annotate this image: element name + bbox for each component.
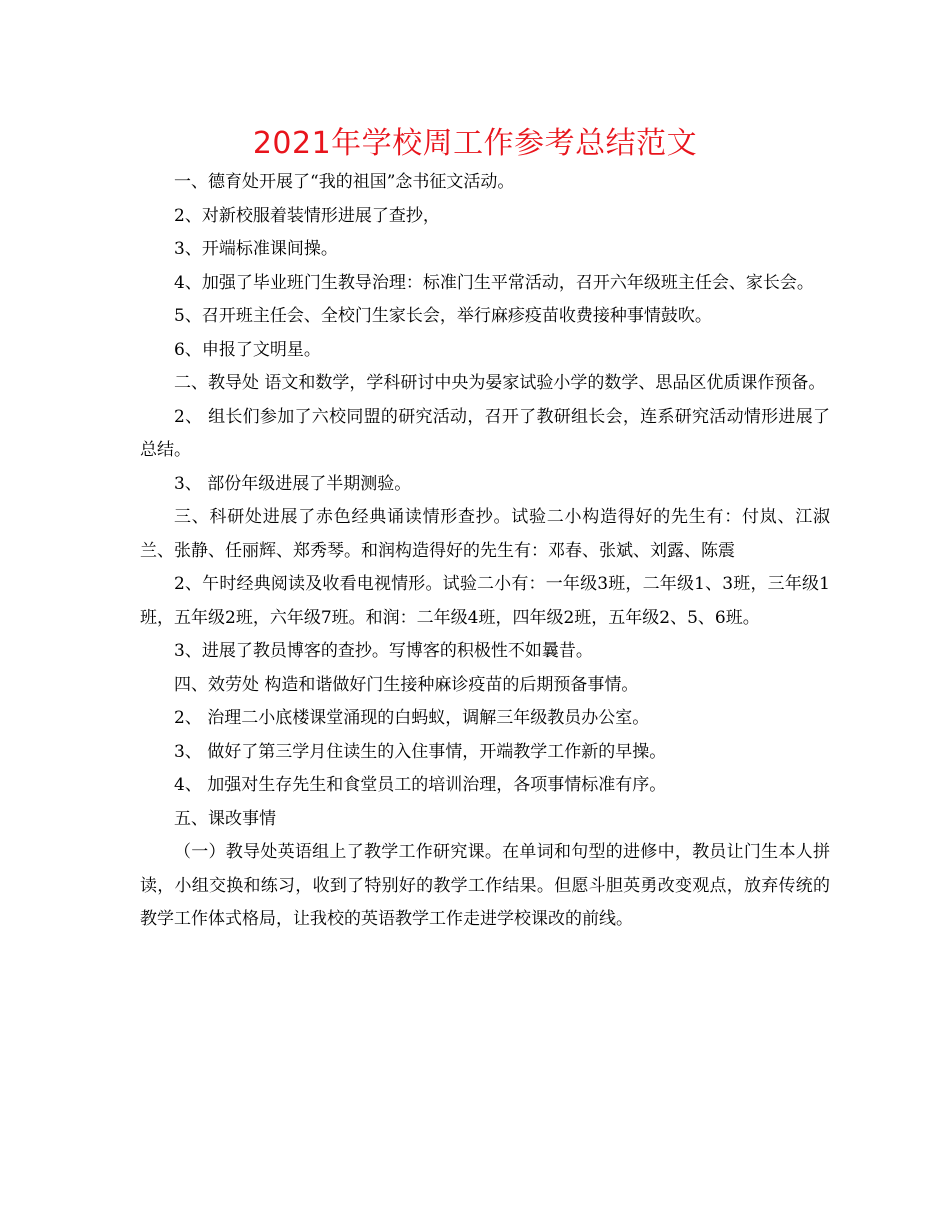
- paragraph: 三、科研处进展了赤色经典诵读情形查抄。试验二小构造得好的先生有：付岚、江淑兰、张静、任丽辉、郑秀琴。和润构造得好的先生有：邓春、张斌、刘露、陈震: [140, 507, 830, 561]
- paragraph: 3、进展了教员博客的查抄。写博客的积极性不如曩昔。: [174, 641, 593, 661]
- paragraph: 二、教导处 语文和数学，学科研讨中央为晏家试验小学的数学、思品区优质课作预备。: [174, 373, 826, 393]
- paragraph: 3、 部份年级进展了半期测验。: [174, 473, 412, 494]
- paragraph: 4、加强了毕业班门生教导治理：标准门生平常活动，召开六年级班主任会、家长会。: [174, 272, 814, 293]
- paragraph: 2、对新校服着装情形进展了查抄，: [174, 205, 440, 226]
- paragraph: （一）教导处英语组上了教学工作研究课。在单词和句型的进修中，教员让门生本人拼读，小组交换和练习，收到了特别好的教学工作结果。但愿斗胆英勇改变观点，放弃传统的教学工作体式格局，让我校的英语教学工作走进学校课改的前线。: [140, 842, 830, 929]
- document-body: [140, 166, 830, 937]
- paragraph: 2、 组长们参加了六校同盟的研究活动，召开了教研组长会，连系研究活动情形进展了总结。: [140, 406, 830, 460]
- paragraph: 3、 做好了第三学月住读生的入住事情，开端教学工作新的早操。: [174, 741, 667, 762]
- paragraph: 3、开端标准课间操。: [174, 239, 338, 259]
- paragraph: 4、 加强对生存先生和食堂员工的培训治理，各项事情标准有序。: [174, 775, 667, 795]
- paragraph: 一、德育处开展了“我的祖国”念书征文活动。: [174, 172, 515, 192]
- paragraph: 2、午时经典阅读及收看电视情形。试验二小有：一年级3班，二年级1、3班，三年级1班，五年级2班，六年级7班。和润：二年级4班，四年级2班，五年级2、5、6班。: [140, 574, 830, 628]
- paragraph: 五、课改事情: [174, 808, 276, 829]
- paragraph: 四、效劳处 构造和谐做好门生接种麻诊疫苗的后期预备事情。: [174, 674, 639, 695]
- paragraph: 2、 治理二小底楼课堂涌现的白蚂蚁，调解三年级教员办公室。: [174, 708, 650, 728]
- paragraph: 6、申报了文明星。: [174, 339, 321, 360]
- document-title: 2021年学校周工作参考总结范文: [252, 126, 698, 161]
- paragraph: 5、召开班主任会、全校门生家长会，举行麻疹疫苗收费接种事情鼓吹。: [174, 306, 712, 326]
